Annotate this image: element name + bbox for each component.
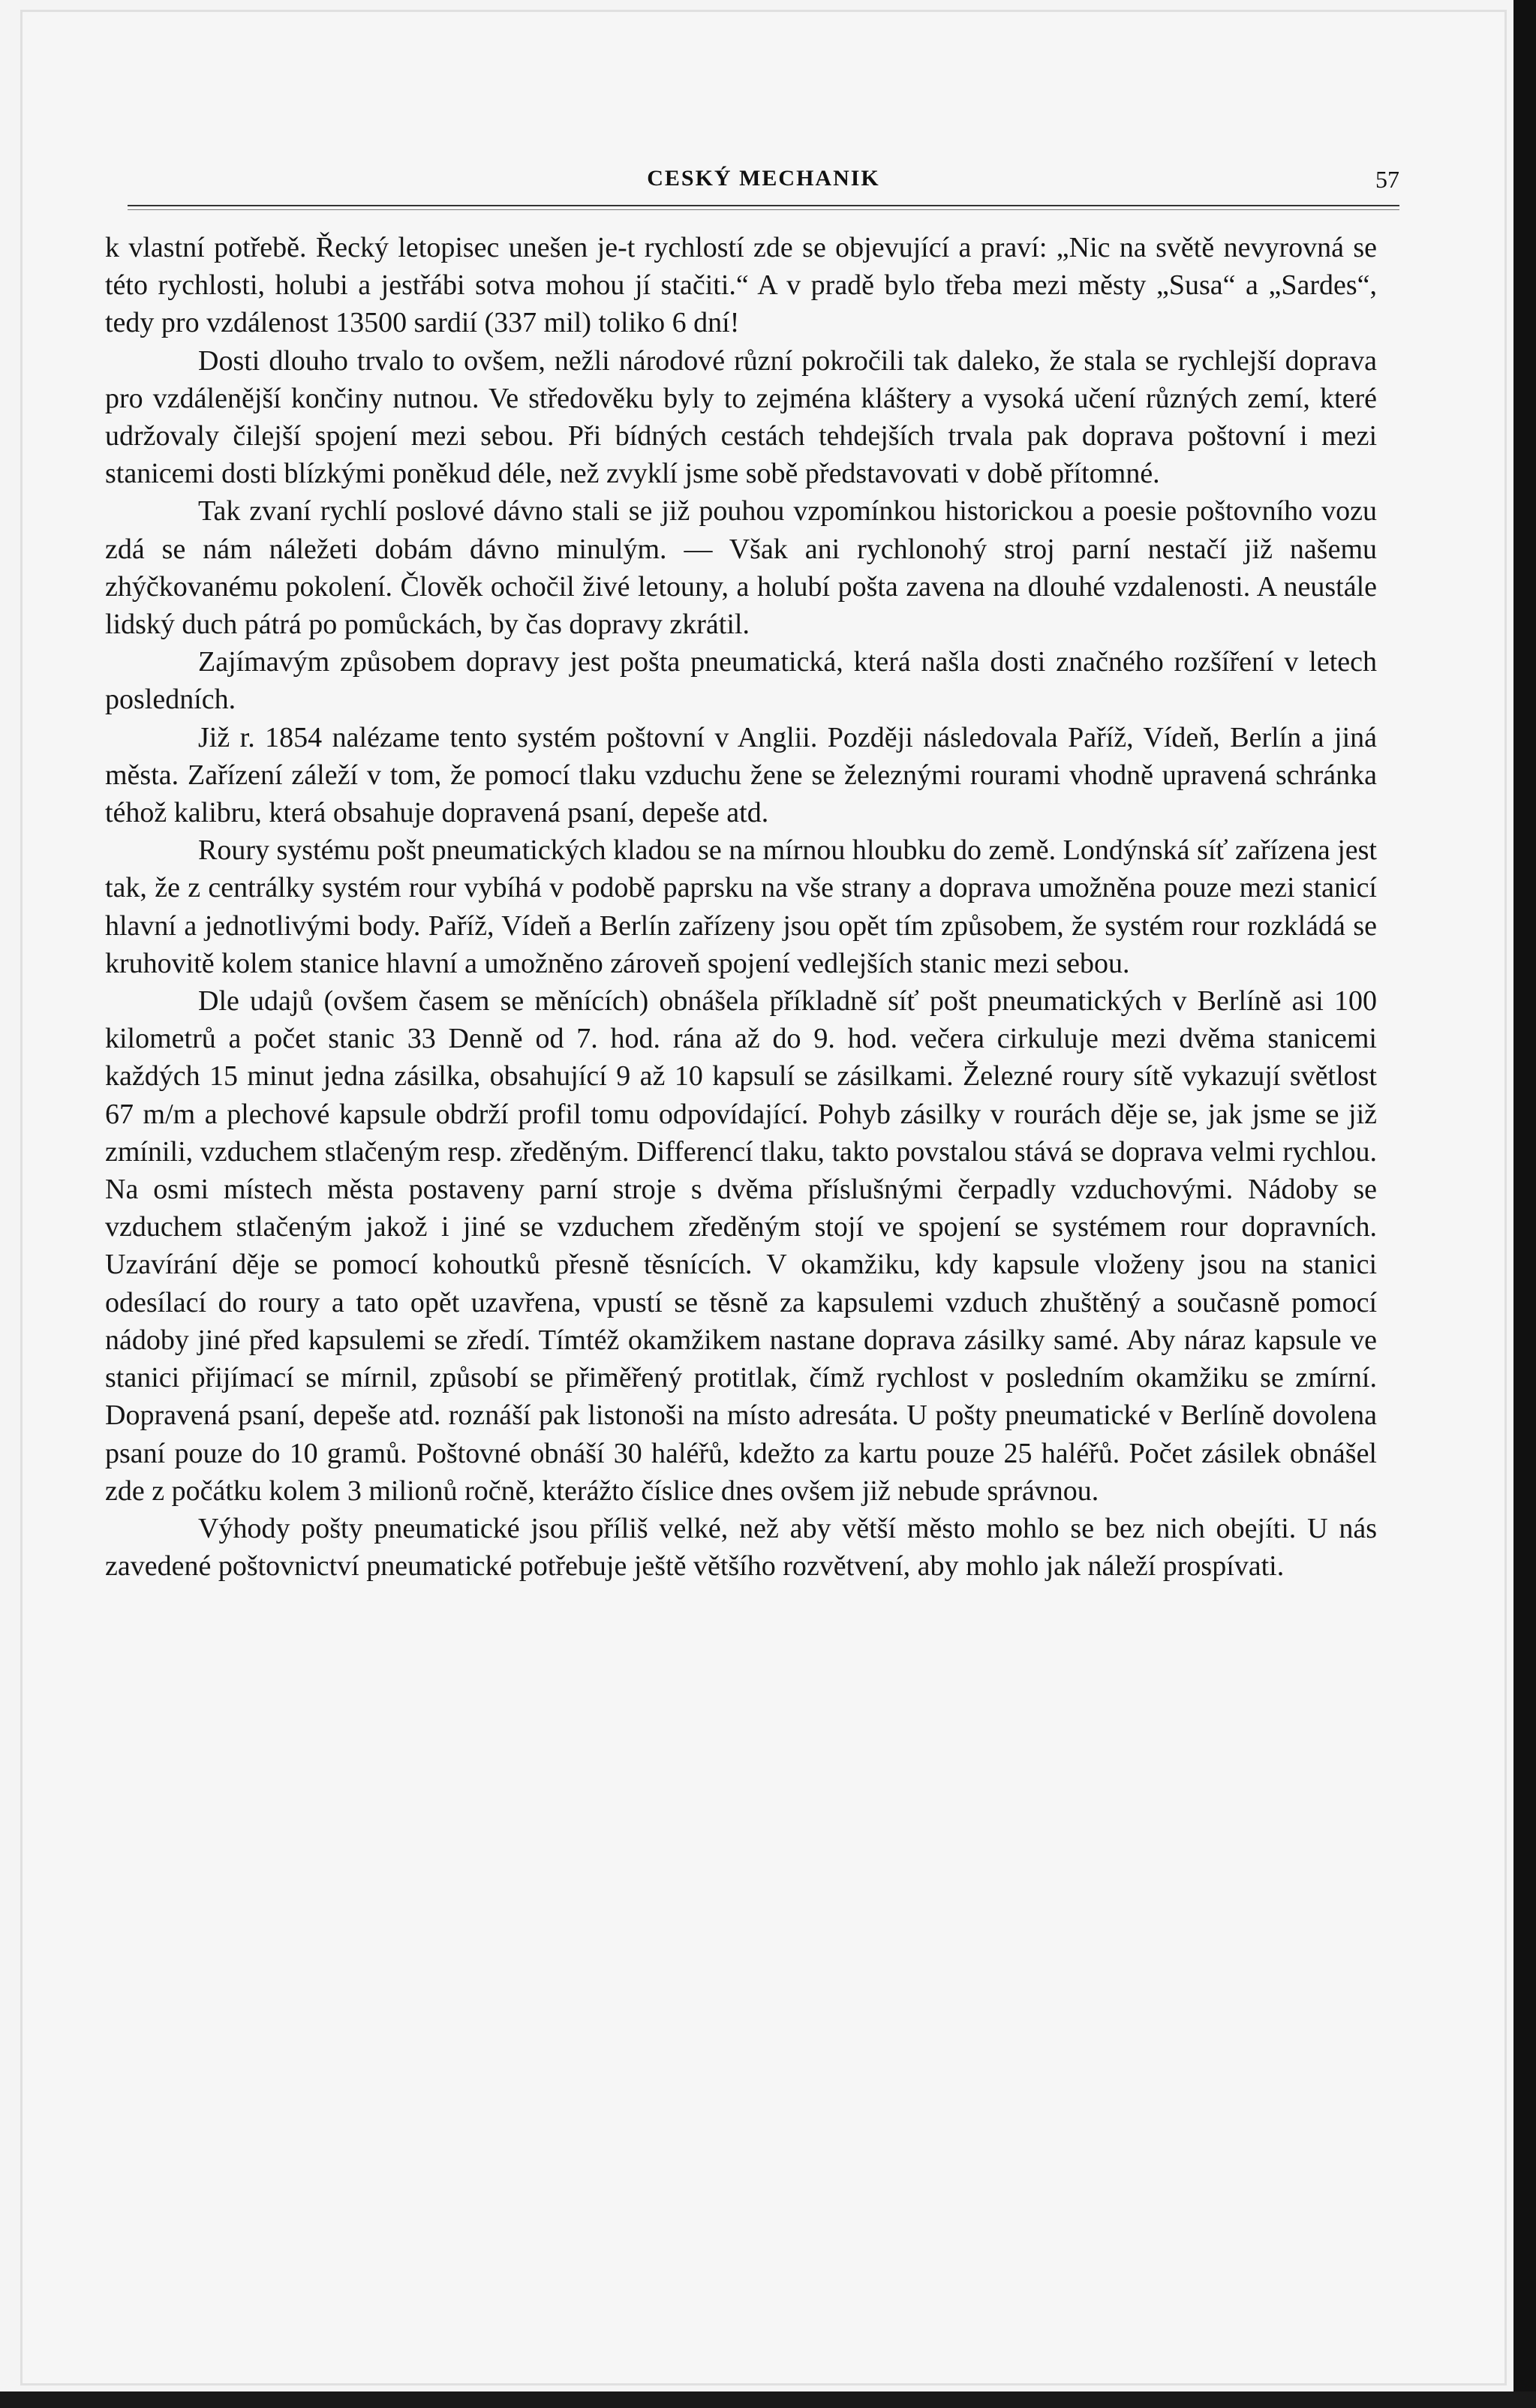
- paragraph: Již r. 1854 nalézame tento systém poštovní v Anglii. Později následovala Paříž, Vídeň, Berlín a jiná města. Zařízení záleží v tom, že pomocí tlaku vzduchu žene se železnými rourami vhodně upravená schránka téhož kalibru, která obsahuje dopravená psaní, depeše atd.: [105, 721, 1377, 829]
- scan-frame-edge: [1513, 0, 1536, 2408]
- article-body: [105, 229, 1377, 1585]
- page-number: 57: [1375, 166, 1399, 193]
- scan-frame-bottom: [0, 2391, 1536, 2408]
- paragraph: Dosti dlouho trvalo to ovšem, nežli národové různí pokročili tak daleko, že stala se rychlejší doprava pro vzdálenější končiny nutnou. Ve středověku byly to zejména kláštery a vysoká učení různých zemí, které udržovaly čilejší spojení mezi sebou. Při bídných cestách tehdejších trvala pak doprava poštovní i mezi stanicemi dosti blízkými poněkud déle, než zvyklí jsme sobě představovati v době přítomné.: [105, 344, 1377, 490]
- running-header: [128, 166, 1399, 211]
- header-rule: [128, 205, 1399, 210]
- paragraph: Zajímavým způsobem dopravy jest pošta pneumatická, která našla dosti značného rozšíření v letech posledních.: [105, 646, 1377, 716]
- paragraph: Dle udajů (ovšem časem se měnících) obnášela příkladně síť pošt pneumatických v Berlíně asi 100 kilometrů a počet stanic 33 Denně od 7. hod. rána až do 9. hod. večera cirkuluje mezi dvěma stanicemi každých 15 minut jedna zásilka, obsahující 9 až 10 kapsulí se zásilkami. Železné roury sítě vykazují světlost 67 m/m a plechové kapsule obdrží profil tomu odpovídající. Pohyb zásilky v rourách děje se, jak jsme se již zmínili, vzduchem stlačeným resp. zředěným. Differencí tlaku, takto povstalou stává se doprava velmi rychlou. Na osmi místech města postaveny parní stroje s dvěma příslušnými čerpadly vzduchovými. Nádoby se vzduchem stlačeným jakož i jiné se vzduchem zředěným stojí ve spojení se systémem rour dopravních. Uzavírání děje se pomocí kohoutků přesně těsnících. V okamžiku, kdy kapsule vloženy jsou na stanici odesílací do roury a tato opět uzavřena, vpustí se těsně za kapsulemi vzduch zhuštěný a současně pomocí nádoby jiné před kapsulemi se zředí. Tímtéž okamžikem nastane doprava zásilky samé. Aby náraz kapsule ve stanici přijímací se mírnil, způsobí se přiměřený protitlak, čímž rychlost v posledním okamžiku se zmírní. Dopravená psaní, depeše atd. roznáší pak listonoši na místo adresáta. U pošty pneumatické v Berlíně dovolena psaní pouze do 10 gramů. Poštovné obnáší 30 haléřů, kdežto za kartu pouze 25 haléřů. Počet zásilek obnášel zde z počátku kolem 3 milionů ročně, kterážto číslice dnes ovšem již nebude správnou.: [105, 985, 1377, 1507]
- journal-title: CESKÝ MECHANIK: [647, 166, 880, 191]
- paragraph: Roury systému pošt pneumatických kladou se na mírnou hloubku do země. Londýnská síť zařízena jest tak, že z centrálky systém rour vybíhá v podobě paprsku na vše strany a doprava umožněna pouze mezi stanicí hlavní a jednotlivými body. Paříž, Vídeň a Berlín zařízeny jsou opět tím způsobem, že systém rour rozkládá se kruhovitě kolem stanice hlavní a umožněno zároveň spojení vedlejších stanic mezi sebou.: [105, 834, 1377, 979]
- paragraph: Tak zvaní rychlí poslové dávno stali se již pouhou vzpomínkou historickou a poesie poštovního vozu zdá se nám náležeti dobám dávno minulým. — Však ani rychlonohý stroj parní nestačí již našemu zhýčkovanému pokolení. Člověk ochočil živé letouny, a holubí pošta zavena na dlouhé vzdalenosti. A neustále lidský duch pátrá po pomůckách, by čas dopravy zkrátil.: [105, 495, 1377, 641]
- paragraph: Výhody pošty pneumatické jsou příliš velké, než aby větší město mohlo se bez nich obejíti. U nás zavedené poštovnictví pneumatické potřebuje ještě většího rozvětvení, aby mohlo jak náleží prospívati.: [105, 1512, 1377, 1583]
- paragraph: k vlastní potřebě. Řecký letopisec unešen je-t rychlostí zde se objevující a praví: „Nic na světě nevyrovná se této rychlosti, holubi a jestřábi sotva mohou jí stačiti.“ A v pradě bylo třeba mezi městy „Susa“ a „Sardes“, tedy pro vzdálenost 13500 sardií (337 mil) toliko 6 dní!: [105, 232, 1377, 339]
